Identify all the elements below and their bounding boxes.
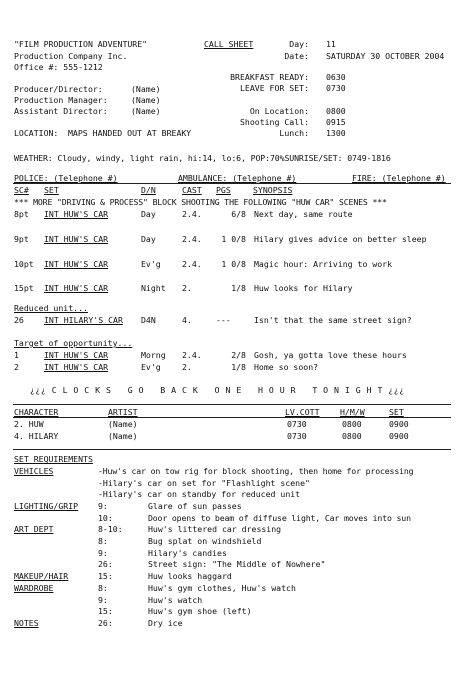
scene-synopsis: Home so soon? bbox=[254, 362, 319, 372]
col-lvcott: LV.COTT bbox=[285, 407, 320, 417]
req-text: Glare of sun passes bbox=[148, 501, 242, 511]
req-text: -Huw's car on tow rig for block shooting, then home for processing bbox=[98, 466, 414, 476]
lunch-label: Lunch: bbox=[279, 128, 309, 138]
req-text: -Hilary's car on standby for reduced unit bbox=[98, 489, 301, 499]
req-scene: 15: bbox=[98, 606, 113, 616]
scene-sc: 15pt bbox=[14, 283, 34, 293]
scene-dn: Ev'g bbox=[141, 362, 161, 372]
req-text: Bug splat on windshield bbox=[148, 536, 262, 546]
shooting-call-label: Shooting Call: bbox=[239, 117, 309, 127]
scene-synopsis: Next day, same route bbox=[254, 209, 353, 219]
cast-hmw: 0800 bbox=[342, 431, 362, 441]
col-artist: ARTIST bbox=[108, 407, 138, 417]
scene-dn: Day bbox=[141, 234, 156, 244]
scene-cast: 2. bbox=[182, 283, 192, 293]
req-scene: 8: bbox=[98, 583, 108, 593]
prod-manager-label: Production Manager: bbox=[14, 95, 108, 105]
cast-lvcott: 0730 bbox=[287, 431, 307, 441]
req-scene: 26: bbox=[98, 618, 113, 628]
req-scene: 8: bbox=[98, 536, 108, 546]
location-label: LOCATION: bbox=[14, 128, 59, 138]
req-scene: 9: bbox=[98, 501, 108, 511]
prod-manager-value: (Name) bbox=[131, 95, 161, 105]
req-category-makeup: MAKEUP/HAIR bbox=[14, 571, 69, 581]
scene-sc: 2 bbox=[14, 362, 19, 372]
scene-synopsis: Hilary gives advice on better sleep bbox=[254, 234, 427, 244]
asst-director-value: (Name) bbox=[131, 106, 161, 116]
scene-dn: Morng bbox=[141, 350, 166, 360]
scene-cast: 2.4. bbox=[182, 350, 202, 360]
scene-pgs: 1 0/8 bbox=[221, 234, 246, 244]
on-location-label: On Location: bbox=[249, 106, 309, 116]
production-title: "FILM PRODUCTION ADVENTURE" bbox=[14, 39, 148, 49]
divider bbox=[13, 183, 451, 184]
location-value: MAPS HANDED OUT AT BREAKY bbox=[68, 128, 192, 138]
weather-line: WEATHER: Cloudy, windy, light rain, hi:14, lo:6, POP:70%SUNRISE/SET: 0749-1816 bbox=[14, 153, 391, 163]
breakfast-value: 0630 bbox=[326, 72, 346, 82]
scene-dn: D4N bbox=[141, 315, 156, 325]
leave-label: LEAVE FOR SET: bbox=[239, 83, 309, 93]
cast-character: 4. HILARY bbox=[14, 431, 59, 441]
req-text: -Hilary's car on set for "Flashlight scene" bbox=[98, 478, 310, 488]
scene-sc: 26 bbox=[14, 315, 24, 325]
cast-artist: (Name) bbox=[108, 431, 138, 441]
scene-sc: 1 bbox=[14, 350, 19, 360]
clocks-back-banner: ¿¿¿ C L O C K S G O B A C K O N E H O U R T O N I G H T ¿¿¿ bbox=[30, 385, 405, 395]
scene-pgs: 1/8 bbox=[231, 283, 246, 293]
req-category-wardrobe: WARDROBE bbox=[14, 583, 54, 593]
col-cast: CAST bbox=[182, 185, 202, 195]
cast-artist: (Name) bbox=[108, 419, 138, 429]
office-phone: Office #: 555-1212 bbox=[14, 62, 103, 72]
req-category-notes: NOTES bbox=[14, 618, 39, 628]
req-category-lighting: LIGHTING/GRIP bbox=[14, 501, 79, 511]
cast-hmw: 0800 bbox=[342, 419, 362, 429]
scene-dn: Ev'g bbox=[141, 259, 161, 269]
cast-set: 0900 bbox=[389, 431, 409, 441]
lunch-value: 1300 bbox=[326, 128, 346, 138]
scene-pgs: 1/8 bbox=[231, 362, 246, 372]
scene-pgs: 6/8 bbox=[231, 209, 246, 219]
scene-sc: 9pt bbox=[14, 234, 29, 244]
req-text: Huw's gym shoe (left) bbox=[148, 606, 252, 616]
divider bbox=[13, 449, 451, 450]
scene-cast: 4. bbox=[182, 315, 192, 325]
req-scene: 9: bbox=[98, 548, 108, 558]
block-shooting-banner: *** MORE "DRIVING & PROCESS" BLOCK SHOOTING THE FOLLOWING "HUW CAR" SCENES *** bbox=[14, 197, 387, 207]
leave-value: 0730 bbox=[326, 83, 346, 93]
set-requirements-heading: SET REQUIREMENTS bbox=[14, 454, 93, 464]
scene-set: INT HILARY'S CAR bbox=[44, 315, 123, 325]
req-text: Street sign: "The Middle of Nowhere" bbox=[148, 559, 326, 569]
scene-set: INT HUW'S CAR bbox=[44, 350, 109, 360]
req-text: Hilary's candies bbox=[148, 548, 227, 558]
company-name: Production Company Inc. bbox=[14, 51, 128, 61]
producer-value: (Name) bbox=[131, 84, 161, 94]
scene-cast: 2. bbox=[182, 362, 192, 372]
scene-cast: 2.4. bbox=[182, 234, 202, 244]
scene-cast: 2.4. bbox=[182, 259, 202, 269]
req-text: Door opens to beam of diffuse light, Car moves into sun bbox=[148, 513, 411, 523]
fire-contact: FIRE: (Telephone #) bbox=[352, 173, 446, 183]
ambulance-contact: AMBULANCE: (Telephone #) bbox=[178, 173, 297, 183]
col-character: CHARACTER bbox=[14, 407, 59, 417]
req-scene: 8-10: bbox=[98, 524, 123, 534]
opportunity-heading: Target of opportunity... bbox=[14, 338, 133, 348]
scene-pgs: --- bbox=[216, 315, 231, 325]
date-label: Date: bbox=[284, 51, 309, 61]
col-dn: D/N bbox=[141, 185, 156, 195]
shooting-call-value: 0915 bbox=[326, 117, 346, 127]
req-scene: 10: bbox=[98, 513, 113, 523]
scene-dn: Day bbox=[141, 209, 156, 219]
req-text: Dry ice bbox=[148, 618, 183, 628]
req-category-vehicles: VEHICLES bbox=[14, 466, 54, 476]
col-synopsis: SYNOPSIS bbox=[253, 185, 293, 195]
req-text: Huw's watch bbox=[148, 595, 203, 605]
scene-set: INT HUW'S CAR bbox=[44, 259, 109, 269]
scene-synopsis: Huw looks for Hilary bbox=[254, 283, 353, 293]
cast-set: 0900 bbox=[389, 419, 409, 429]
scene-pgs: 2/8 bbox=[231, 350, 246, 360]
day-value: 11 bbox=[326, 39, 336, 49]
reduced-unit-heading: Reduced unit... bbox=[14, 303, 88, 313]
scene-sc: 10pt bbox=[14, 259, 34, 269]
scene-synopsis: Gosh, ya gotta love these hours bbox=[254, 350, 407, 360]
date-value: SATURDAY 30 OCTOBER 2004 bbox=[326, 51, 445, 61]
col-set: SET bbox=[44, 185, 59, 195]
divider bbox=[13, 417, 451, 418]
divider bbox=[13, 404, 451, 405]
scene-pgs: 1 0/8 bbox=[221, 259, 246, 269]
col-hmw: H/M/W bbox=[340, 407, 365, 417]
col-set: SET bbox=[389, 407, 404, 417]
req-scene: 9: bbox=[98, 595, 108, 605]
scene-set: INT HUW'S CAR bbox=[44, 362, 109, 372]
on-location-value: 0800 bbox=[326, 106, 346, 116]
col-sc: SC# bbox=[14, 185, 29, 195]
producer-label: Producer/Director: bbox=[14, 84, 103, 94]
breakfast-label: BREAKFAST READY: bbox=[230, 72, 309, 82]
scene-dn: Night bbox=[141, 283, 166, 293]
scene-sc: 8pt bbox=[14, 209, 29, 219]
cast-lvcott: 0730 bbox=[287, 419, 307, 429]
call-sheet-heading: CALL SHEET bbox=[204, 39, 254, 49]
req-category-art: ART DEPT bbox=[14, 524, 54, 534]
cast-character: 2. HUW bbox=[14, 419, 44, 429]
scene-synopsis: Isn't that the same street sign? bbox=[254, 315, 412, 325]
req-text: Huw looks haggard bbox=[148, 571, 232, 581]
req-scene: 26: bbox=[98, 559, 113, 569]
police-contact: POLICE: (Telephone #) bbox=[14, 173, 118, 183]
req-scene: 15: bbox=[98, 571, 113, 581]
scene-set: INT HUW'S CAR bbox=[44, 283, 109, 293]
asst-director-label: Assistant Director: bbox=[14, 106, 108, 116]
day-label: Day: bbox=[289, 39, 309, 49]
scene-synopsis: Magic hour: Arriving to work bbox=[254, 259, 393, 269]
req-text: Huw's gym clothes, Huw's watch bbox=[148, 583, 296, 593]
scene-set: INT HUW'S CAR bbox=[44, 234, 109, 244]
scene-cast: 2.4. bbox=[182, 209, 202, 219]
scene-set: INT HUW'S CAR bbox=[44, 209, 109, 219]
col-pgs: PGS bbox=[216, 185, 231, 195]
req-text: Huw's littered car dressing bbox=[148, 524, 282, 534]
